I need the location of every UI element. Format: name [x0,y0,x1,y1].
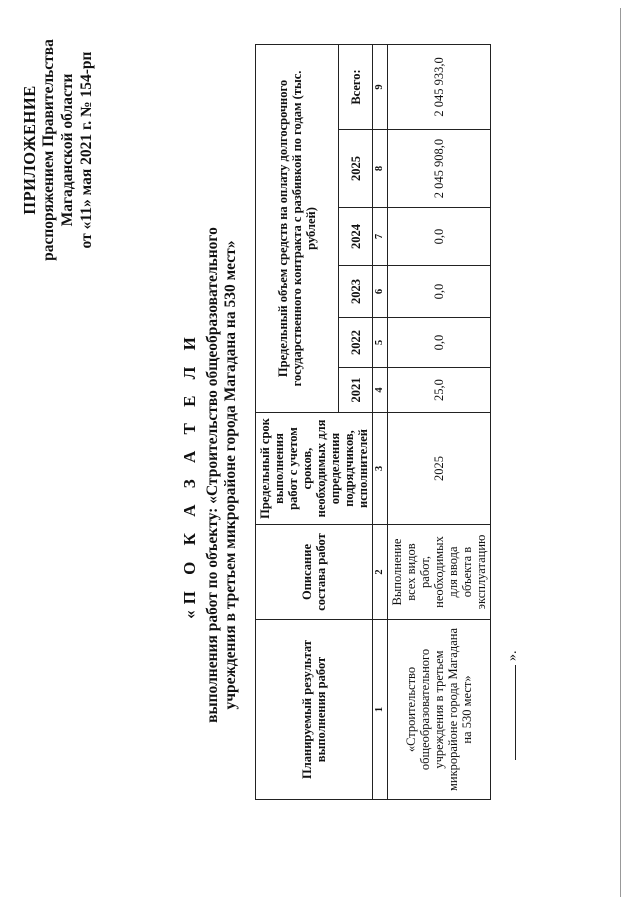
indicators-table [255,44,491,800]
title-line-1: выполнения работ по объекту: «Строительство общеобразовательного [204,227,221,723]
title-line-2: учреждения в третьем микрорайоне города Магадана на 530 мест» [222,240,239,710]
column-number: 4 [373,368,388,413]
header-year-2023: 2023 [339,266,373,318]
cell-2023: 0,0 [388,266,491,318]
header-year-2024: 2024 [339,208,373,266]
cell-total: 2 045 933,0 [388,44,491,129]
closing-underline [515,665,516,760]
cell-deadline: 2025 [388,413,491,525]
header-year-2025: 2025 [339,130,373,208]
header-description: Описание состава работ [256,525,373,620]
cell-2021: 25,0 [388,368,491,413]
appendix-line-1: распоряжением Правительства [40,39,57,261]
closing-mark [505,651,521,761]
column-number: 6 [373,266,388,318]
header-deadline: Предельный срок выполнения работ с учетом сроков, необходимых для определения подрядчиков, исполнителей [256,413,373,525]
appendix-heading: ПРИЛОЖЕНИЕ [20,85,39,215]
cell-2022: 0,0 [388,318,491,368]
column-number: 8 [373,130,388,208]
column-number: 1 [373,620,388,800]
closing-quote: ». [505,650,520,661]
column-number: 2 [373,525,388,620]
appendix-line-2: Магаданской области [59,73,76,227]
column-number: 3 [373,413,388,525]
column-number-row [373,44,388,799]
header-year-2022: 2022 [339,318,373,368]
appendix-header [20,35,96,265]
column-number: 7 [373,208,388,266]
document-title [180,195,240,755]
header-result: Планируемый результат выполнения работ [256,620,373,800]
table-row [388,44,491,799]
column-number: 5 [373,318,388,368]
cell-2024: 0,0 [388,208,491,266]
page-edge-line [620,8,621,897]
header-funding-group: Предельный объем средств на оплату долгосрочного государственного контракта с разбивкой по годам (тыс. рублей) [256,44,339,412]
header-row-1 [256,44,339,799]
cell-description: Выполнение всех видов работ, необходимых для ввода объекта в эксплуатацию [388,525,491,620]
title-main: «П О К А З А Т Е Л И [180,331,199,619]
cell-2025: 2 045 908,0 [388,130,491,208]
column-number: 9 [373,44,388,129]
header-total: Всего: [339,44,373,129]
cell-result: «Строительство общеобразовательного учреждения в третьем микрорайоне города Магадана на 530 мест» [388,620,491,800]
header-year-2021: 2021 [339,368,373,413]
appendix-line-3: от «11» мая 2021 г. № 154-рп [78,51,95,249]
